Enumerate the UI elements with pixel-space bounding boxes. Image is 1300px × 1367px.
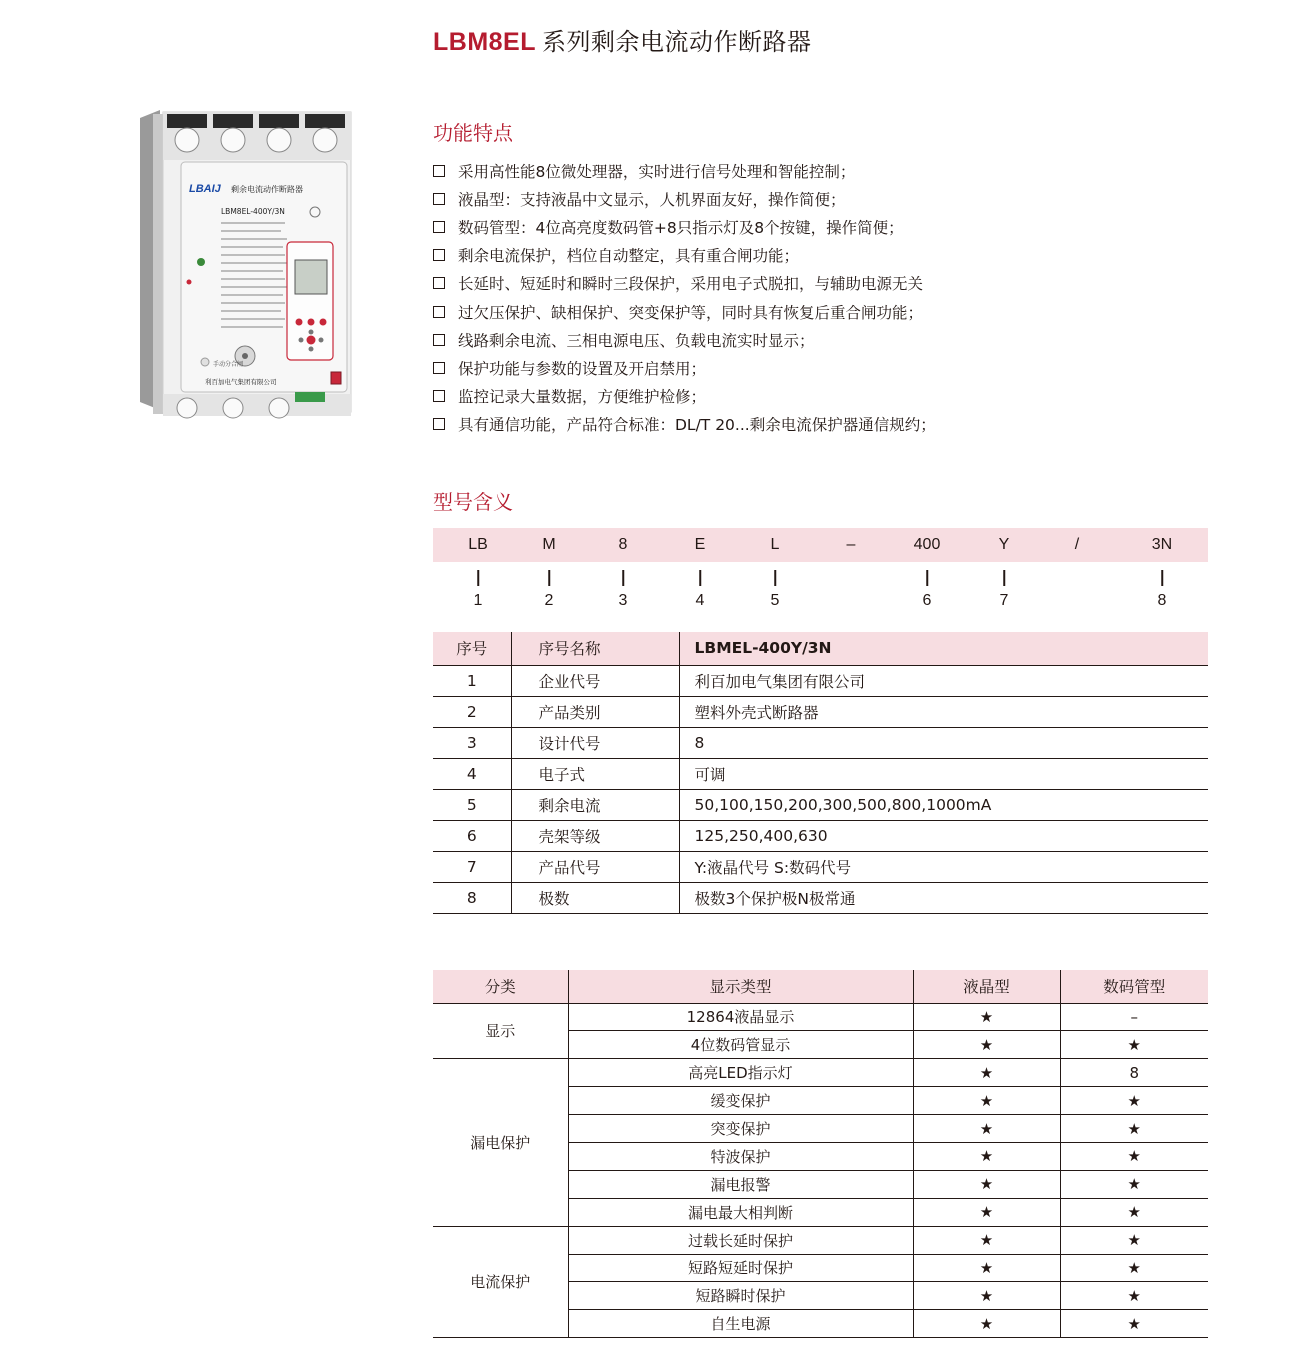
lcd-cell: ★: [913, 1087, 1060, 1115]
model-code-tick: [622, 570, 624, 586]
model-code-tick: [477, 570, 479, 586]
category-cell: 显示: [433, 1003, 568, 1059]
row-index: 1: [433, 665, 511, 696]
display-type-cell: 漏电报警: [568, 1170, 913, 1198]
header-model: LBMEL-400Y/3N: [679, 632, 1208, 665]
feature-text: 具有通信功能，产品符合标准：DL/T 20...剩余电流保护器通信规约；: [458, 415, 936, 434]
checkbox-square-icon: [433, 193, 445, 205]
row-value: Y:液晶代号 S:数码代号: [679, 852, 1208, 883]
model-code-number: 6: [922, 592, 932, 609]
header-category: 分类: [433, 970, 568, 1003]
row-name: 极数: [511, 883, 679, 914]
feature-text: 液晶型：支持液晶中文显示，人机界面友好，操作简便；: [458, 191, 846, 210]
digital-cell: –: [1060, 1003, 1208, 1031]
lcd-cell: ★: [913, 1003, 1060, 1031]
model-code-part: E: [694, 536, 706, 553]
row-value: 塑料外壳式断路器: [679, 696, 1208, 727]
feature-text: 采用高性能8位微处理器，实时进行信号处理和智能控制；: [458, 163, 856, 182]
feature-item: [433, 382, 1213, 410]
lcd-cell: ★: [913, 1115, 1060, 1143]
table-row: [433, 789, 1208, 820]
model-code-number: 5: [770, 592, 780, 609]
model-code-part: 8: [618, 536, 628, 553]
display-type-cell: 突变保护: [568, 1115, 913, 1143]
display-type-cell: 缓变保护: [568, 1087, 913, 1115]
feature-comparison-table: [433, 970, 1208, 1338]
header-digital: 数码管型: [1060, 970, 1208, 1003]
checkbox-square-icon: [433, 249, 445, 261]
digital-cell: ★: [1060, 1142, 1208, 1170]
table-row: [433, 1226, 1208, 1254]
display-type-cell: 过载长延时保护: [568, 1226, 913, 1254]
model-code-tick: [1003, 570, 1005, 586]
display-type-cell: 特波保护: [568, 1142, 913, 1170]
digital-cell: ★: [1060, 1087, 1208, 1115]
row-value: 利百加电气集团有限公司: [679, 665, 1208, 696]
device-label: 剩余电流动作断路器: [231, 185, 303, 194]
row-value: 极数3个保护极N极常通: [679, 883, 1208, 914]
model-code-number: 7: [999, 592, 1009, 609]
row-value: 可调: [679, 758, 1208, 789]
digital-cell: ★: [1060, 1254, 1208, 1282]
row-name: 产品类别: [511, 696, 679, 727]
table-row: [433, 883, 1208, 914]
feature-text: 数码管型：4位高亮度数码管+8只指示灯及8个按键，操作简便；: [458, 219, 904, 238]
row-value: 50,100,150,200,300,500,800,1000mA: [679, 789, 1208, 820]
model-code-tick: [774, 570, 776, 586]
lcd-cell: ★: [913, 1031, 1060, 1059]
table-row: [433, 758, 1208, 789]
feature-text: 保护功能与参数的设置及开启禁用；: [458, 359, 707, 378]
checkbox-square-icon: [433, 390, 445, 402]
digital-cell: ★: [1060, 1031, 1208, 1059]
display-type-cell: 高亮LED指示灯: [568, 1059, 913, 1087]
digital-cell: ★: [1060, 1115, 1208, 1143]
model-code-part: M: [542, 536, 556, 553]
feature-item: [433, 410, 1213, 438]
feature-item: [433, 297, 1213, 325]
model-code-number: 4: [695, 592, 705, 609]
row-value: 8: [679, 727, 1208, 758]
lcd-cell: ★: [913, 1170, 1060, 1198]
lcd-cell: ★: [913, 1226, 1060, 1254]
feature-item: [433, 157, 1213, 185]
feature-item: [433, 241, 1213, 269]
feature-item: [433, 213, 1213, 241]
checkbox-square-icon: [433, 418, 445, 430]
lcd-cell: ★: [913, 1254, 1060, 1282]
digital-cell: ★: [1060, 1226, 1208, 1254]
header-lcd: 液晶型: [913, 970, 1060, 1003]
checkbox-square-icon: [433, 165, 445, 177]
digital-cell: ★: [1060, 1282, 1208, 1310]
model-code-number: 1: [473, 592, 483, 609]
checkbox-square-icon: [433, 362, 445, 374]
brand-logo: LBAIJ: [189, 183, 221, 195]
category-cell: 电流保护: [433, 1226, 568, 1338]
checkbox-square-icon: [433, 306, 445, 318]
model-code-part: LB: [468, 536, 488, 553]
table-row: [433, 696, 1208, 727]
display-type-cell: 短路短延时保护: [568, 1254, 913, 1282]
feature-text: 过欠压保护、缺相保护、突变保护等，同时具有恢复后重合闸功能；: [458, 303, 924, 322]
row-index: 8: [433, 883, 511, 914]
manual-label: 手动分合闸: [213, 361, 244, 368]
feature-text: 监控记录大量数据，方便维护检修；: [458, 387, 707, 406]
category-cell: 漏电保护: [433, 1059, 568, 1226]
digital-cell: 8: [1060, 1059, 1208, 1087]
header-name: 序号名称: [511, 632, 679, 665]
model-meaning-table: [433, 632, 1208, 914]
title-text: 系列剩余电流动作断路器: [542, 28, 812, 56]
table-row: [433, 852, 1208, 883]
header-index: 序号: [433, 632, 511, 665]
checkbox-square-icon: [433, 334, 445, 346]
header-display-type: 显示类型: [568, 970, 913, 1003]
display-type-cell: 12864液晶显示: [568, 1003, 913, 1031]
device-company: 利百加电气集团有限公司: [205, 378, 277, 386]
feature-text: 剩余电流保护，档位自动整定，具有重合闸功能；: [458, 247, 800, 266]
row-index: 7: [433, 852, 511, 883]
checkbox-square-icon: [433, 277, 445, 289]
model-meaning-heading: 型号含义: [433, 490, 513, 514]
table-row: [433, 1003, 1208, 1031]
page-title: [433, 22, 812, 57]
model-code-part: /: [1074, 536, 1080, 553]
feature-item: [433, 354, 1213, 382]
title-model: LBM8EL: [433, 28, 536, 56]
display-type-cell: 自生电源: [568, 1310, 913, 1338]
feature-text: 线路剩余电流、三相电源电压、负载电流实时显示；: [458, 331, 815, 350]
model-code-number: 8: [1157, 592, 1167, 609]
model-code-part: 3N: [1151, 536, 1173, 553]
model-code-tick: [548, 570, 550, 586]
row-name: 电子式: [511, 758, 679, 789]
model-code-tick: [1161, 570, 1163, 586]
device-model: LBM8EL-400Y/3N: [221, 207, 285, 216]
lcd-cell: ★: [913, 1310, 1060, 1338]
model-code-number: 3: [618, 592, 628, 609]
table-row: [433, 665, 1208, 696]
digital-cell: ★: [1060, 1198, 1208, 1226]
checkbox-square-icon: [433, 221, 445, 233]
feature-text: 长延时、短延时和瞬时三段保护，采用电子式脱扣，与辅助电源无关: [458, 275, 924, 294]
model-code-tick: [699, 570, 701, 586]
table-row: [433, 820, 1208, 851]
digital-cell: ★: [1060, 1170, 1208, 1198]
row-index: 6: [433, 820, 511, 851]
row-index: 3: [433, 727, 511, 758]
feature-item: [433, 185, 1213, 213]
feature-item: [433, 326, 1213, 354]
row-name: 剩余电流: [511, 789, 679, 820]
digital-cell: ★: [1060, 1310, 1208, 1338]
row-name: 产品代号: [511, 852, 679, 883]
lcd-cell: ★: [913, 1059, 1060, 1087]
model-code-part: Y: [998, 536, 1010, 553]
features-heading: 功能特点: [433, 121, 513, 145]
table-row: [433, 727, 1208, 758]
model-code-part: –: [846, 536, 856, 553]
display-type-cell: 短路瞬时保护: [568, 1282, 913, 1310]
lcd-cell: ★: [913, 1142, 1060, 1170]
model-code-number: 2: [544, 592, 554, 609]
row-index: 2: [433, 696, 511, 727]
lcd-cell: ★: [913, 1282, 1060, 1310]
display-type-cell: 4位数码管显示: [568, 1031, 913, 1059]
product-photo: [135, 110, 355, 420]
row-index: 4: [433, 758, 511, 789]
model-code-part: L: [770, 536, 780, 553]
row-name: 壳架等级: [511, 820, 679, 851]
feature-list: [433, 157, 1213, 438]
row-index: 5: [433, 789, 511, 820]
table-row: [433, 1059, 1208, 1087]
lcd-cell: ★: [913, 1198, 1060, 1226]
row-name: 企业代号: [511, 665, 679, 696]
row-value: 125,250,400,630: [679, 820, 1208, 851]
row-name: 设计代号: [511, 727, 679, 758]
feature-item: [433, 269, 1213, 297]
model-code-tick: [926, 570, 928, 586]
model-code-part: 400: [913, 536, 941, 553]
display-type-cell: 漏电最大相判断: [568, 1198, 913, 1226]
